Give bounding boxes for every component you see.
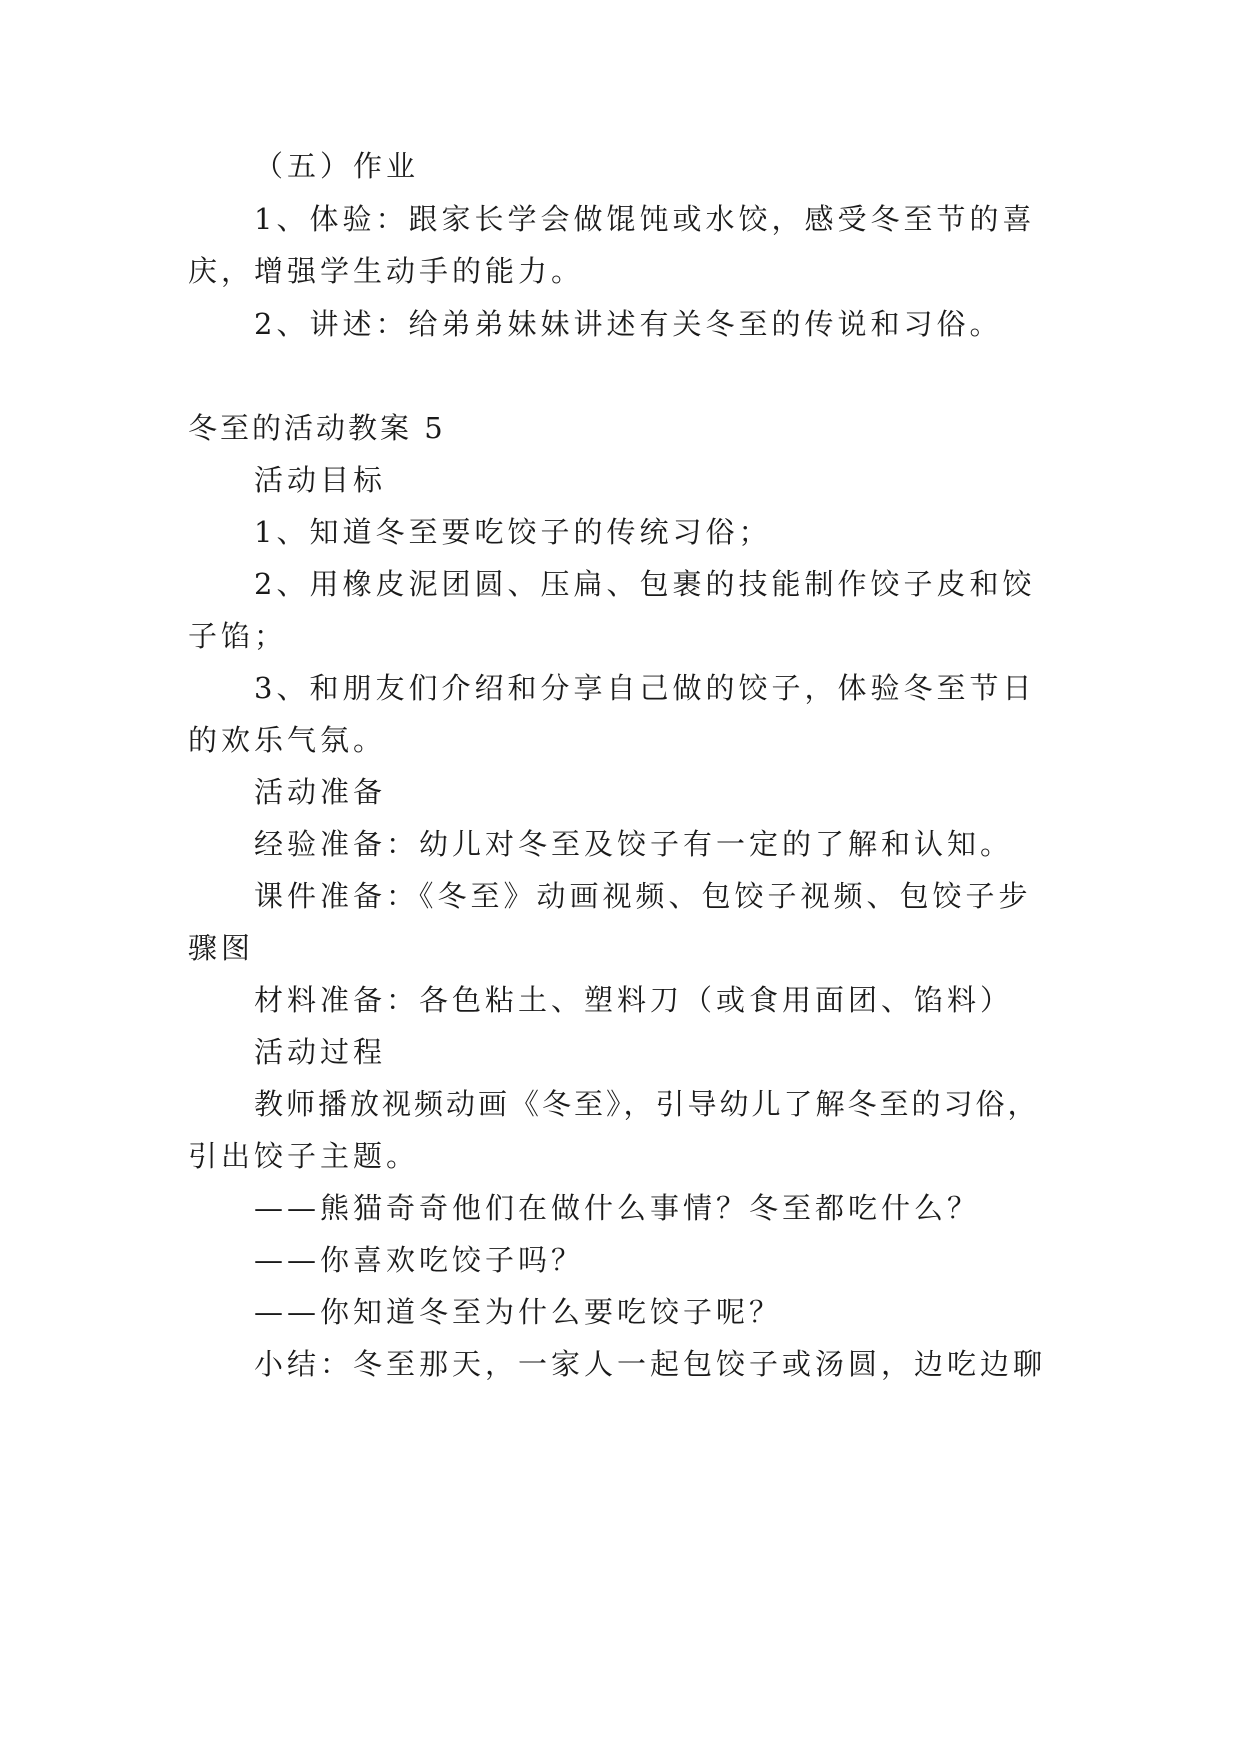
goal-item-2-line-2: 子馅； (188, 619, 288, 653)
homework-heading: （五）作业 (254, 149, 420, 183)
process-step-1-line-1: 教师播放视频动画《冬至》，引导幼儿了解冬至的习俗， (254, 1087, 1040, 1121)
prep-materials: 材料准备：各色粘土、塑料刀（或食用面团、馅料） (254, 983, 1014, 1017)
prep-courseware-line-1: 课件准备：《冬至》动画视频、包饺子视频、包饺子步 (254, 879, 1032, 913)
homework-item-1-line-1: 1、体验：跟家长学会做馄饨或水饺，感受冬至节的喜 (254, 202, 1036, 236)
question-1: ——熊猫奇奇他们在做什么事情？冬至都吃什么？ (254, 1191, 981, 1225)
question-2: ——你喜欢吃饺子吗？ (254, 1243, 585, 1277)
process-step-1-line-2: 引出饺子主题。 (188, 1139, 420, 1173)
prep-courseware-line-2: 骤图 (188, 931, 255, 965)
homework-item-2: 2、讲述：给弟弟妹妹讲述有关冬至的传说和习俗。 (254, 307, 1003, 341)
goal-item-3-line-1: 3、和朋友们介绍和分享自己做的饺子，体验冬至节日 (254, 671, 1036, 705)
goal-item-3-line-2: 的欢乐气氛。 (188, 723, 387, 757)
goal-heading: 活动目标 (254, 463, 387, 497)
process-heading: 活动过程 (254, 1035, 387, 1069)
summary-line-1: 小结：冬至那天，一家人一起包饺子或汤圆，边吃边聊 (254, 1347, 1047, 1381)
plan-title: 冬至的活动教案 5 (188, 411, 446, 445)
question-3: ——你知道冬至为什么要吃饺子呢？ (254, 1295, 783, 1329)
goal-item-2-line-1: 2、用橡皮泥团圆、压扁、包裹的技能制作饺子皮和饺 (254, 567, 1036, 601)
prep-heading: 活动准备 (254, 775, 387, 809)
prep-experience: 经验准备：幼儿对冬至及饺子有一定的了解和认知。 (254, 827, 1014, 861)
homework-item-1-line-2: 庆，增强学生动手的能力。 (188, 254, 585, 288)
goal-item-1: 1、知道冬至要吃饺子的传统习俗； (254, 515, 772, 549)
